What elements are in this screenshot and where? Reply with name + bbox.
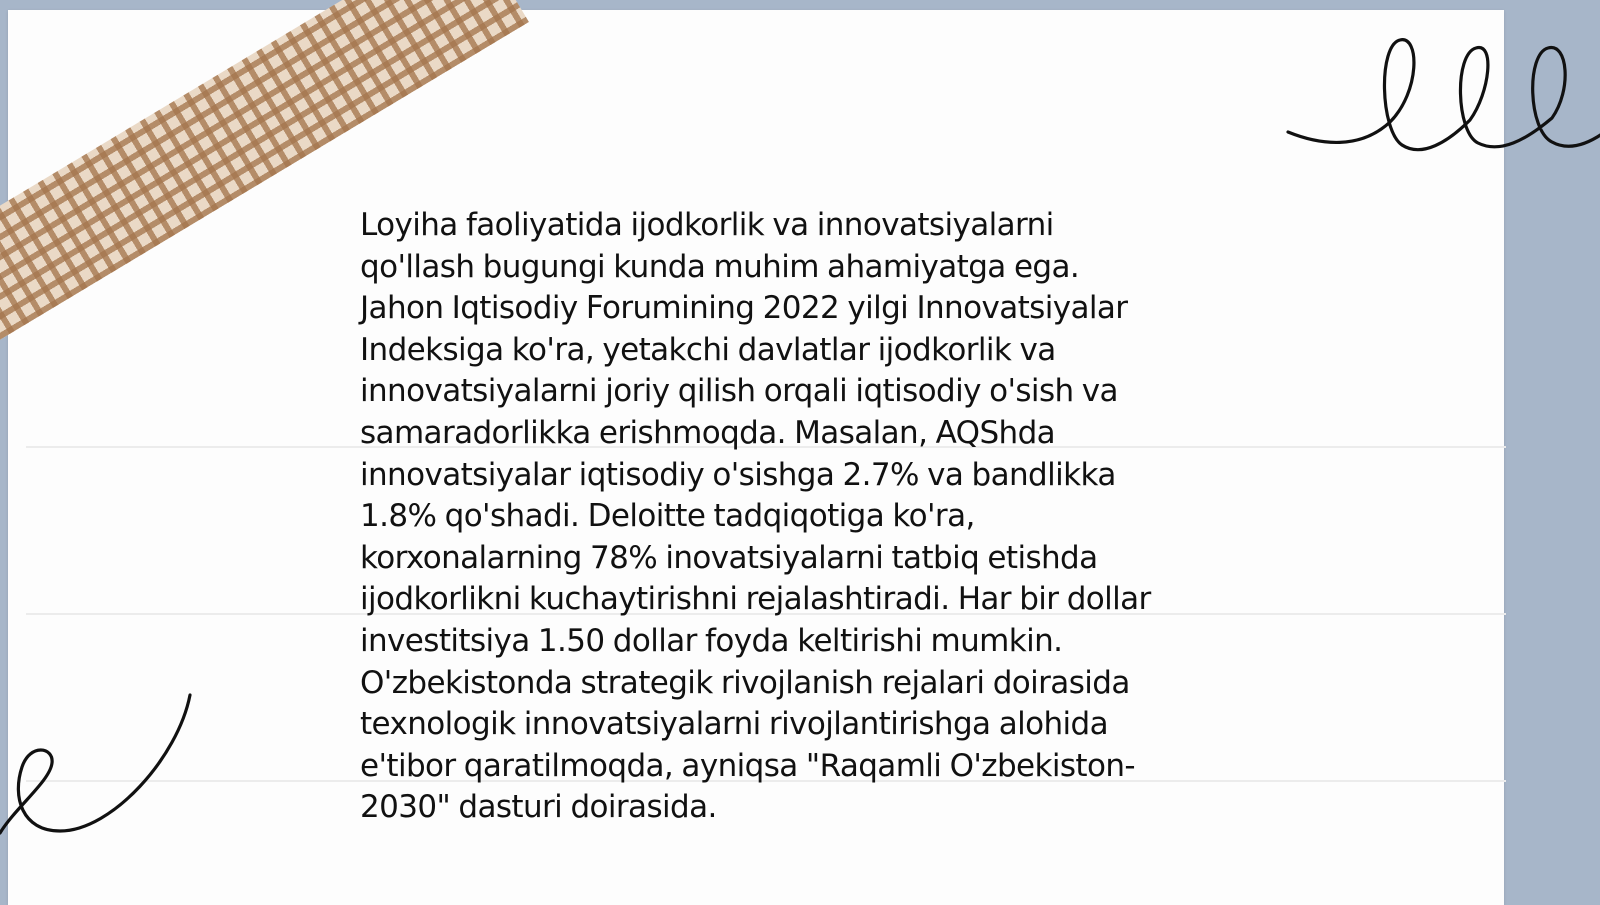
text-line: 1.8% qo'shadi. Deloitte tadqiqotiga ko'ra, [360,498,975,535]
text-line: Loyiha faoliyatida ijodkorlik va innovatsiyalarni [360,207,1054,243]
text-line: 2030" dasturi doirasida. [360,789,717,826]
text-line: samaradorlikka erishmoqda. Masalan, AQShda [360,414,1056,451]
text-line: ijodkorlikni kuchaytirishni rejalashtiradi. Har bir dollar [360,581,1151,618]
text-line: Indeksiga ko'ra, yetakchi davlatlar ijodkorlik va [360,331,1056,368]
text-line: qo'llash bugungi kunda muhim ahamiyatga ega. [360,248,1080,285]
loop-scribble-bottom-left [0,695,200,845]
text-line: innovatsiyalarni joriy qilish orqali iqtisodiy o'sish va [360,373,1118,410]
text-line: e'tibor qaratilmoqda, ayniqsa "Raqamli O'zbekiston- [360,747,1135,784]
text-line: Jahon Iqtisodiy Forumining 2022 yilgi Innovatsiyalar [360,290,1128,327]
text-line: investitsiya 1.50 dollar foyda keltirishi mumkin. [360,622,1063,659]
text-line: O'zbekistonda strategik rivojlanish rejalari doirasida [360,664,1130,701]
text-line: texnologik innovatsiyalarni rivojlantirishga alohida [360,706,1109,743]
body-paragraph [360,205,1240,829]
loop-scribble-top-right [1290,30,1600,165]
text-line: innovatsiyalar iqtisodiy o'sishga 2.7% va bandlikka [360,456,1116,493]
text-line: korxonalarning 78% inovatsiyalarni tatbiq etishda [360,539,1098,576]
